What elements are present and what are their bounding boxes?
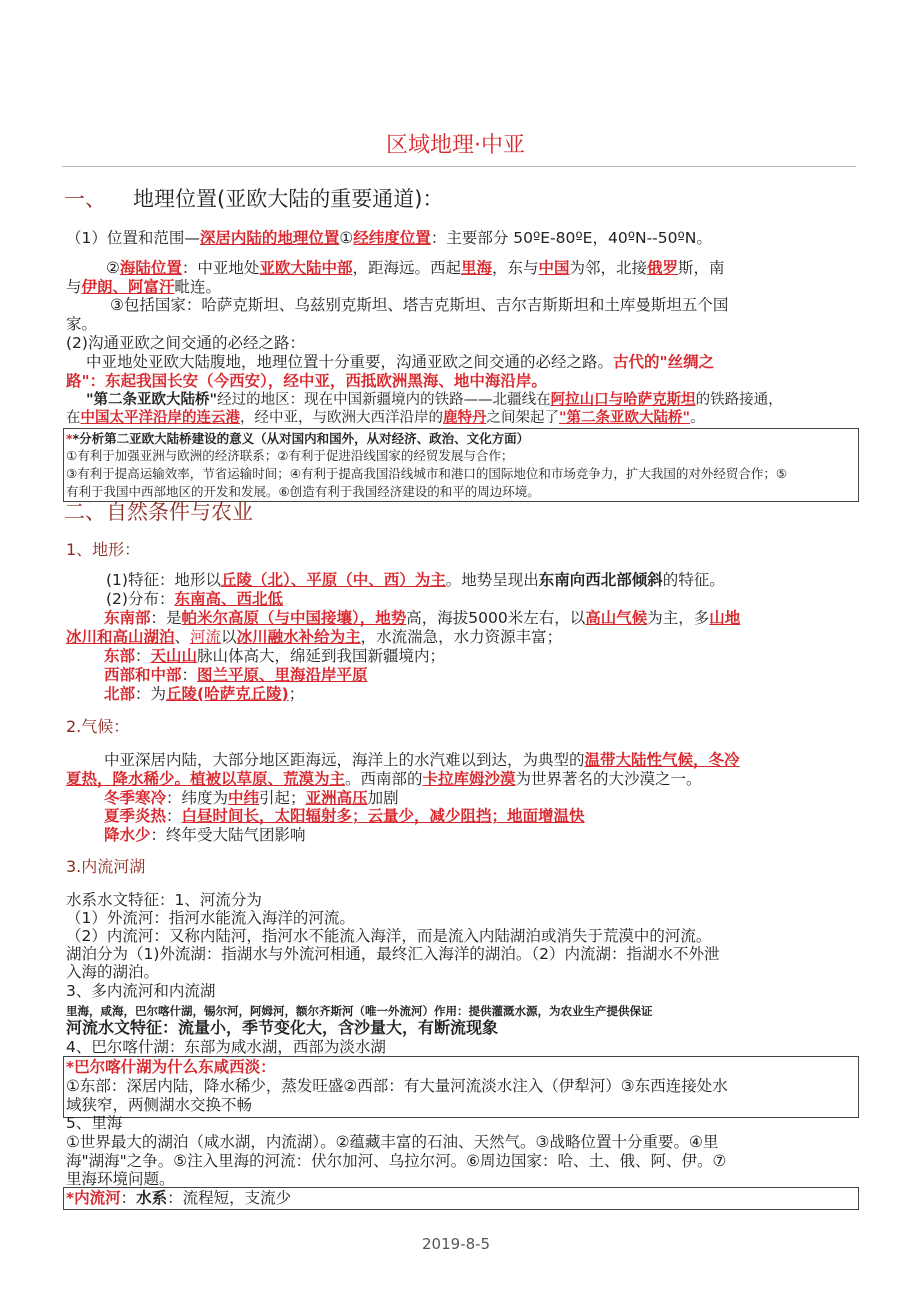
section-2-heading: 二、自然条件与农业 bbox=[64, 500, 253, 524]
terrain-feature-line: (1)特征：地形以丘陵（北）、平原（中、西）为主。地势呈现出东南向西北部倾斜的特征。 bbox=[106, 571, 725, 589]
bridge-significance-box bbox=[63, 428, 859, 502]
lakes-line-4: 湖泊分为（1)外流湖：指湖水与外流河相通，最终汇入海洋的湖泊。（2）内流湖：指湖水不外泄 bbox=[66, 945, 720, 963]
terrain-distribution-line: (2)分布：东南高、西北低 bbox=[106, 590, 283, 608]
countries-line-2: 家。 bbox=[66, 315, 98, 333]
climate-heading: 2.气候： bbox=[66, 717, 130, 736]
climate-winter-line: 冬季寒冷：纬度为中纬引起；亚洲高压加剧 bbox=[104, 789, 399, 807]
lakes-line-6: 里海，咸海，巴尔喀什湖，锡尔河，阿姆河，额尔齐斯河（唯一外流河）作用：提供灌溉水源，为农业生产提供保证 bbox=[66, 1004, 653, 1018]
bridge-box-line-3: ③有利于提高运输效率，节省运输时间；④有利于提高我国沿线城市和港口的国际地位和市场竞争力，扩大我国的对外经贸合作；⑤ bbox=[66, 466, 788, 481]
section-1-number: 一、 bbox=[64, 187, 106, 211]
lakes-heading: 3.内流河湖 bbox=[66, 857, 146, 876]
climate-summer-line: 夏季炎热：白昼时间长，太阳辐射多；云量少，减少阻挡；地面增温快 bbox=[104, 807, 585, 825]
lakes-line-3: （2）内流河：又称内陆河，指河水不能流入海洋，而是流入内陆湖泊或消失于荒漠中的河流。 bbox=[66, 927, 712, 945]
caspian-heading: 5、里海 bbox=[66, 1114, 123, 1132]
passage-line-1: 中亚地处亚欧大陆腹地，地理位置十分重要，沟通亚欧之间交通的必经之路。古代的"丝绸之 bbox=[86, 353, 715, 371]
silk-road-line: 路"：东起我国长安（今西安），经中亚，西抵欧洲黑海、地中海沿岸。 bbox=[66, 372, 547, 390]
balkhash-question: *巴尔喀什湖为什么东咸西淡： bbox=[66, 1058, 276, 1076]
caspian-line-2: 海"湖海"之争。⑤注入里海的河流：伏尔加河、乌拉尔河。⑥周边国家：哈、土、俄、阿、伊。⑦ bbox=[66, 1152, 727, 1170]
terrain-north-line: 北部：为丘陵(哈萨克丘陵)； bbox=[104, 685, 305, 703]
location-range-line: （1）位置和范围—深居内陆的地理位置①经纬度位置：主要部分 50ºE-80ºE，40ºN--50ºN。 bbox=[66, 229, 712, 247]
climate-line-1: 中亚深居内陆，大部分地区距海远，海洋上的水汽难以到达，为典型的温带大陆性气候，冬冷 bbox=[104, 751, 740, 769]
lakes-line-4b: 入海的湖泊。 bbox=[66, 963, 160, 981]
caspian-line-3: 里海环境问题。 bbox=[66, 1170, 175, 1188]
sea-land-position-line: ②海陆位置：中亚地处亚欧大陆中部，距海远。西起里海，东与中国为邻，北接俄罗斯，南 bbox=[106, 259, 725, 277]
bridge-box-line-2: ①有利于加强亚洲与欧洲的经济联系；②有利于促进沿线国家的经贸发展与合作； bbox=[66, 448, 514, 463]
climate-rain-line: 降水少：终年受大陆气团影响 bbox=[104, 826, 306, 844]
passage-heading: (2)沟通亚欧之间交通的必经之路： bbox=[66, 334, 305, 352]
terrain-southeast-line: 东南部：是帕米尔高原（与中国接壤），地势高，海拔5000米左右，以高山气候为主，多山地 bbox=[104, 609, 741, 627]
eurasian-bridge-line: "第二条亚欧大陆桥"经过的地区：现在中国新疆境内的铁路——北疆线在阿拉山口与哈萨克斯坦的铁路接通， bbox=[86, 392, 783, 408]
countries-line: ③包括国家：哈萨克斯坦、乌兹别克斯坦、塔吉克斯坦、吉尔吉斯斯坦和土库曼斯坦五个国 bbox=[110, 296, 729, 314]
lakes-line-8: 4、巴尔喀什湖：东部为咸水湖，西部为淡水湖 bbox=[66, 1038, 386, 1056]
lakes-line-1: 水系水文特征：1、河流分为 bbox=[66, 891, 262, 909]
bridge-box-line-4: 有利于我国中西部地区的开发和发展。⑥创造有利于我国经济建设的和平的周边环境。 bbox=[66, 484, 540, 499]
page-title: 区域地理·中亚 bbox=[386, 133, 525, 158]
terrain-east-line: 东部：天山山脉山体高大，绵延到我国新疆境内； bbox=[104, 647, 446, 665]
balkhash-box bbox=[63, 1056, 859, 1118]
climate-line-2: 夏热，降水稀少。植被以草原、荒漠为主。西南部的卡拉库姆沙漠为世界著名的大沙漠之一。 bbox=[66, 770, 702, 788]
sea-land-position-line-2: 与伊朗、阿富汗毗连。 bbox=[66, 278, 222, 296]
lakes-line-5: 3、多内流河和内流湖 bbox=[66, 982, 216, 1000]
footer-date: 2019-8-5 bbox=[422, 1235, 491, 1253]
terrain-heading: 1、地形： bbox=[66, 540, 141, 559]
bridge-box-question: **分析第二亚欧大陆桥建设的意义（从对国内和国外，从对经济、政治、文化方面） bbox=[66, 431, 530, 446]
eurasian-bridge-line-2: 在中国太平洋沿岸的连云港，经中亚，与欧洲大西洋沿岸的鹿特丹之间架起了"第二条亚欧大陆桥"。 bbox=[66, 410, 705, 426]
caspian-line-1: ①世界最大的湖泊（咸水湖，内流湖）。②蕴藏丰富的石油、天然气。③战略位置十分重要。④里 bbox=[66, 1133, 719, 1151]
balkhash-answer-2: 域狭窄，两侧湖水交换不畅 bbox=[66, 1096, 253, 1114]
inland-river-line: *内流河：水系：流程短，支流少 bbox=[66, 1189, 292, 1207]
lakes-line-7: 河流水文特征：流量小，季节变化大，含沙量大，有断流现象 bbox=[66, 1018, 499, 1037]
lakes-line-2: （1）外流河：指河水能流入海洋的河流。 bbox=[66, 909, 355, 927]
title-divider bbox=[62, 166, 856, 167]
balkhash-answer-1: ①东部：深居内陆，降水稀少，蒸发旺盛②西部：有大量河流淡水注入（伊犁河）③东西连接处水 bbox=[66, 1077, 728, 1095]
terrain-west-central-line: 西部和中部：图兰平原、里海沿岸平原 bbox=[104, 666, 368, 684]
section-1-heading: 地理位置(亚欧大陆的重要通道)： bbox=[133, 187, 444, 211]
terrain-southeast-line-2: 冰川和高山湖泊、河流以冰川融水补给为主，水流湍急，水力资源丰富； bbox=[66, 628, 563, 646]
inland-river-box bbox=[63, 1187, 859, 1210]
